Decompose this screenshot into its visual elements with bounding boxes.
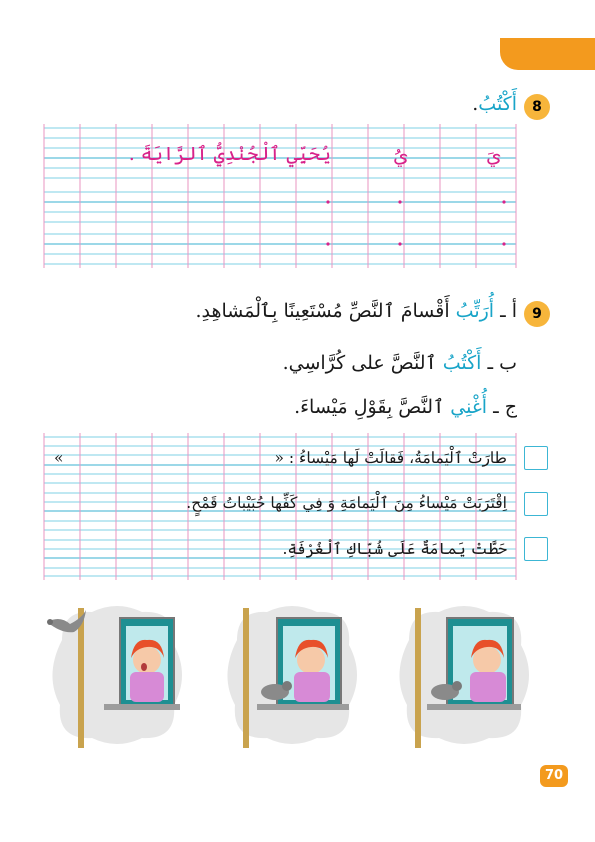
sentence-3: حَطَّتْ يَمامَةٌ عَلَى شُبّاكِ ٱلْغُرْفَةِ. bbox=[282, 540, 507, 558]
dove-on-window-scene bbox=[389, 600, 539, 750]
order-box-1[interactable] bbox=[524, 446, 548, 470]
instruction-c-text: ٱلنَّصَّ بِقَوْلِ مَيْساءَ. bbox=[294, 396, 445, 418]
instruction-c-prefix: ج ـ bbox=[493, 396, 517, 418]
instruction-a-verb: أُرَتِّبُ bbox=[455, 300, 495, 322]
order-box-3[interactable] bbox=[524, 537, 548, 561]
sentence-1: طارَتْ ٱلْيَمامَةُ، فَقالَتْ لَها مَيْساءُ : « bbox=[274, 449, 507, 467]
dove-flying-away-scene bbox=[42, 600, 192, 750]
letter-model-2: يُ bbox=[393, 143, 409, 167]
page-number: 70 bbox=[540, 765, 568, 787]
exercise-8-verb: أَكْتُبُ bbox=[478, 93, 517, 115]
instruction-a-text: أَقْسامَ ٱلنَّصِّ مُسْتَعِينًا بِٱلْمَشاهِدِ. bbox=[195, 300, 450, 322]
exercise-9-badge: 9 bbox=[524, 301, 550, 327]
exercise-8-title-dot: . bbox=[472, 93, 479, 115]
girl-feeding-dove-scene bbox=[217, 600, 367, 750]
instruction-b-text: ٱلنَّصَّ على كُرَّاسِي. bbox=[282, 352, 437, 374]
instruction-c-verb: أُغْنِي bbox=[450, 396, 488, 418]
sentence-2: اِقْتَرَبَتْ مَيْساءُ مِنَ ٱلْيَمامَةِ وَ فِي كَفِّها حُبَيْباتُ قَمْحٍ. bbox=[186, 494, 507, 512]
order-box-2[interactable] bbox=[524, 492, 548, 516]
instruction-a-prefix: أ ـ bbox=[500, 300, 517, 322]
model-sentence: يُحَيِّي ٱلْجُنْدِيُّ ٱلرَّايَةَ . bbox=[128, 143, 331, 165]
exercise-8-badge: 8 bbox=[524, 94, 550, 120]
sentence-1-end-quote: » bbox=[54, 449, 64, 467]
letter-model-1: يَ bbox=[486, 143, 502, 167]
instruction-b-verb: أَكْتُبُ bbox=[442, 352, 482, 374]
instruction-b-prefix: ب ـ bbox=[487, 352, 517, 374]
